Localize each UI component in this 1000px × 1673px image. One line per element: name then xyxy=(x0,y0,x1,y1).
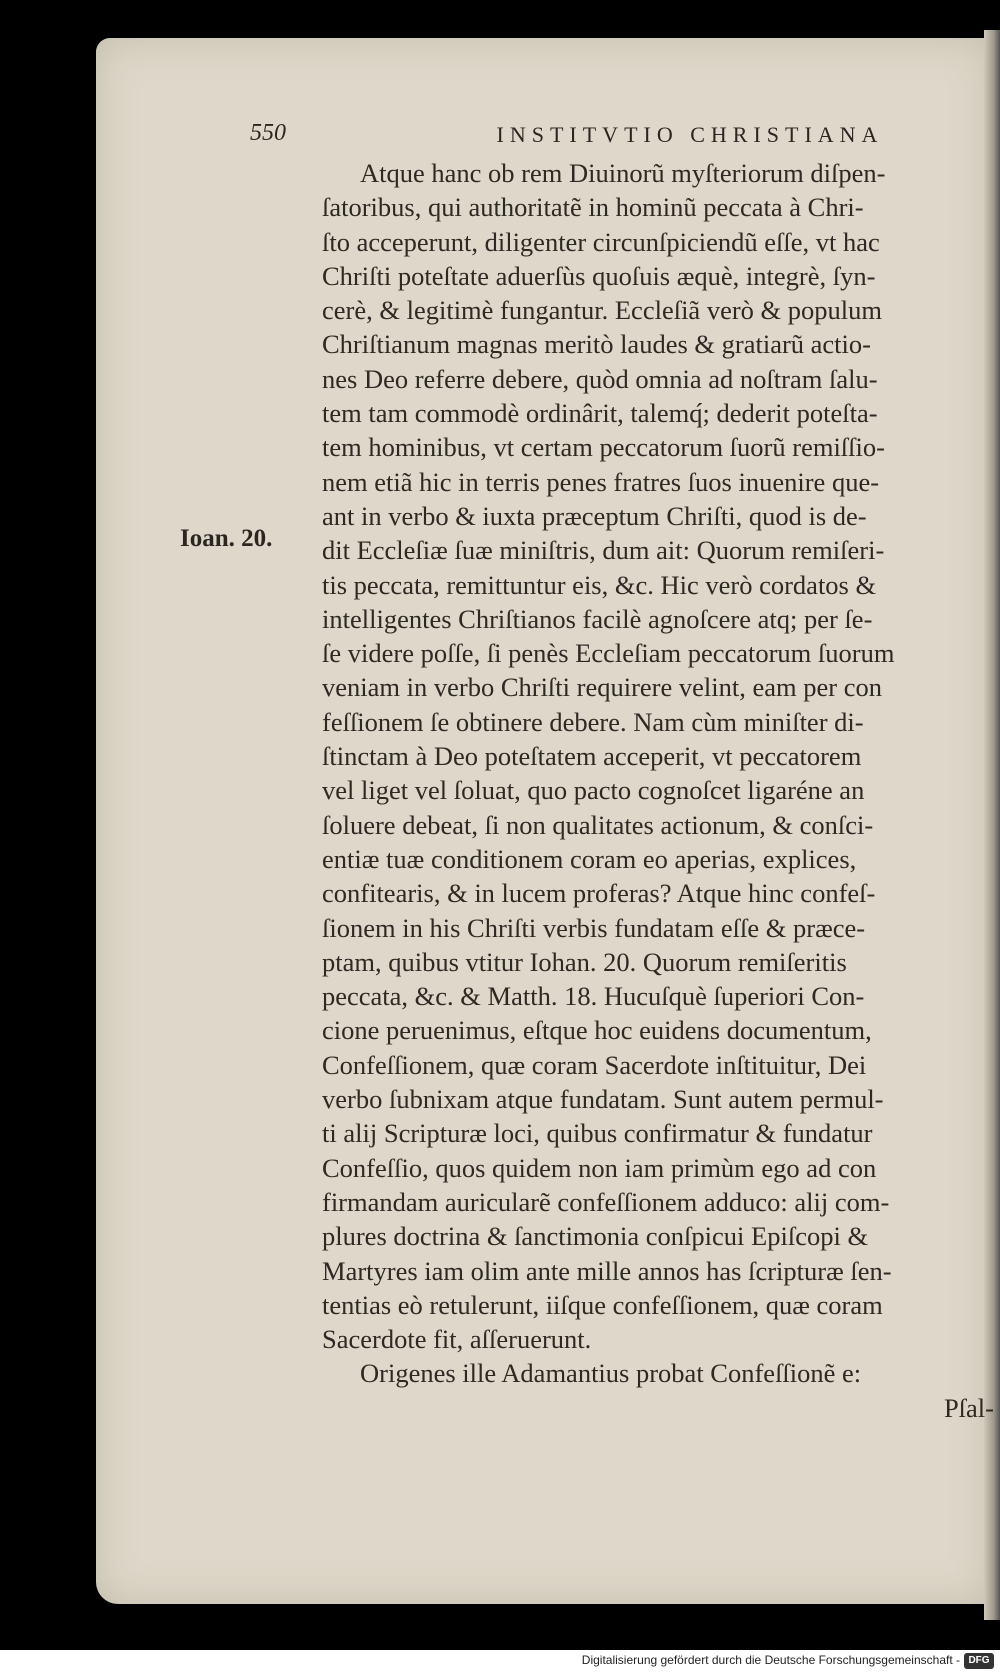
text-line: ſionem in his Chriſti verbis fundatam eſſe & præce- xyxy=(322,912,866,943)
text-line: ſatoribus, qui authoritatẽ in hominũ peccata à Chri- xyxy=(322,192,864,223)
body-text xyxy=(322,156,994,1425)
running-head xyxy=(250,120,990,154)
running-title: INSTITVTIO CHRISTIANA xyxy=(496,122,884,147)
text-line: plures doctrina & ſanctimonia conſpicui Epiſcopi & xyxy=(322,1221,869,1252)
text-line: veniam in verbo Chriſti requirere velint, eam per con xyxy=(322,672,882,703)
text-line: cione peruenimus, eſtque hoc euidens documentum, xyxy=(322,1015,872,1046)
text-line: dit Eccleſiæ ſuæ miniſtris, dum ait: Quorum remiſeri- xyxy=(322,535,885,566)
text-line: confitearis, & in lucem proferas? Atque hinc confeſ- xyxy=(322,878,876,909)
text-line: vel liget vel ſoluat, quo pacto cognoſcet ligaréne an xyxy=(322,775,865,806)
text-line: Martyres iam olim ante mille annos has ſcripturæ ſen- xyxy=(322,1255,892,1286)
text-line: feſſionem ſe obtinere debere. Nam cùm miniſter di- xyxy=(322,706,864,737)
text-line: ſoluere debeat, ſi non qualitates actionum, & conſci- xyxy=(322,809,874,840)
text-line: ant in verbo & iuxta præceptum Chriſti, quod is de- xyxy=(322,500,867,531)
text-line: ſtinctam à Deo poteſtatem acceperit, vt peccatorem xyxy=(322,741,862,772)
text-line: Origenes ille Adamantius probat Confeſſionẽ e: xyxy=(360,1358,862,1389)
text-line: ti alij Scripturæ loci, quibus confirmatur & fundatur xyxy=(322,1118,873,1149)
text-line: peccata, &c. & Matth. 18. Hucuſquè ſuperiori Con- xyxy=(322,981,865,1012)
text-line: firmandam auricularẽ confeſſionem adduco: alij com- xyxy=(322,1186,890,1217)
digitization-footer xyxy=(0,1650,1000,1673)
text-line: tentias eò retulerunt, iiſque confeſſionem, quæ coram xyxy=(322,1289,883,1320)
text-line: nes Deo referre debere, quòd omnia ad noſtram ſalu- xyxy=(322,363,878,394)
text-line: nem etiã hic in terris penes fratres ſuos inuenire que- xyxy=(322,466,880,497)
page-number: 550 xyxy=(250,120,286,146)
text-line: ptam, quibus vtitur Iohan. 20. Quorum remiſeritis xyxy=(322,946,847,977)
text-line: ſto acceperunt, diligenter circunſpiciendũ eſſe, vt hac xyxy=(322,226,880,257)
text-line: Confeſſio, quos quidem non iam primùm ego ad con xyxy=(322,1152,877,1183)
text-line: Chriſti poteſtate aduerſùs quoſuis æquè, integrè, ſyn- xyxy=(322,260,876,291)
text-line: Chriſtianum magnas meritò laudes & gratiarũ actio- xyxy=(322,329,871,360)
catchword: Pſal- xyxy=(943,1392,994,1423)
text-line: tem hominibus, vt certam peccatorum ſuorũ remiſſio- xyxy=(322,432,885,463)
margin-note-reference: Ioan. 20. xyxy=(180,525,273,552)
text-line: Sacerdote fit, aſſeruerunt. xyxy=(322,1324,592,1355)
text-line: tem tam commodè ordinârit, talemq́; dederit poteſta- xyxy=(322,398,878,429)
text-line: Atque hanc ob rem Diuinorũ myſteriorum diſpen- xyxy=(360,158,886,188)
text-line: ſe videre poſſe, ſi penès Eccleſiam peccatorum ſuorum xyxy=(322,638,895,669)
dfg-logo: DFG xyxy=(964,1653,994,1669)
text-line: entiæ tuæ conditionem coram eo aperias, explices, xyxy=(322,843,857,874)
text-line: tis peccata, remittuntur eis, &c. Hic verò cordatos & xyxy=(322,569,877,600)
text-line: Confeſſionem, quæ coram Sacerdote inſtituitur, Dei xyxy=(322,1049,867,1080)
text-line: verbo ſubnixam atque fundatam. Sunt autem permul- xyxy=(322,1084,884,1115)
dfg-credit-text: Digitalisierung gefördert durch die Deutsche Forschungsgemeinschaft - xyxy=(581,1653,960,1667)
text-line: intelligentes Chriſtianos facilè agnoſcere atq; per ſe- xyxy=(322,603,873,634)
text-line: cerè, & legitimè fungantur. Eccleſiã verò & populum xyxy=(322,295,882,326)
